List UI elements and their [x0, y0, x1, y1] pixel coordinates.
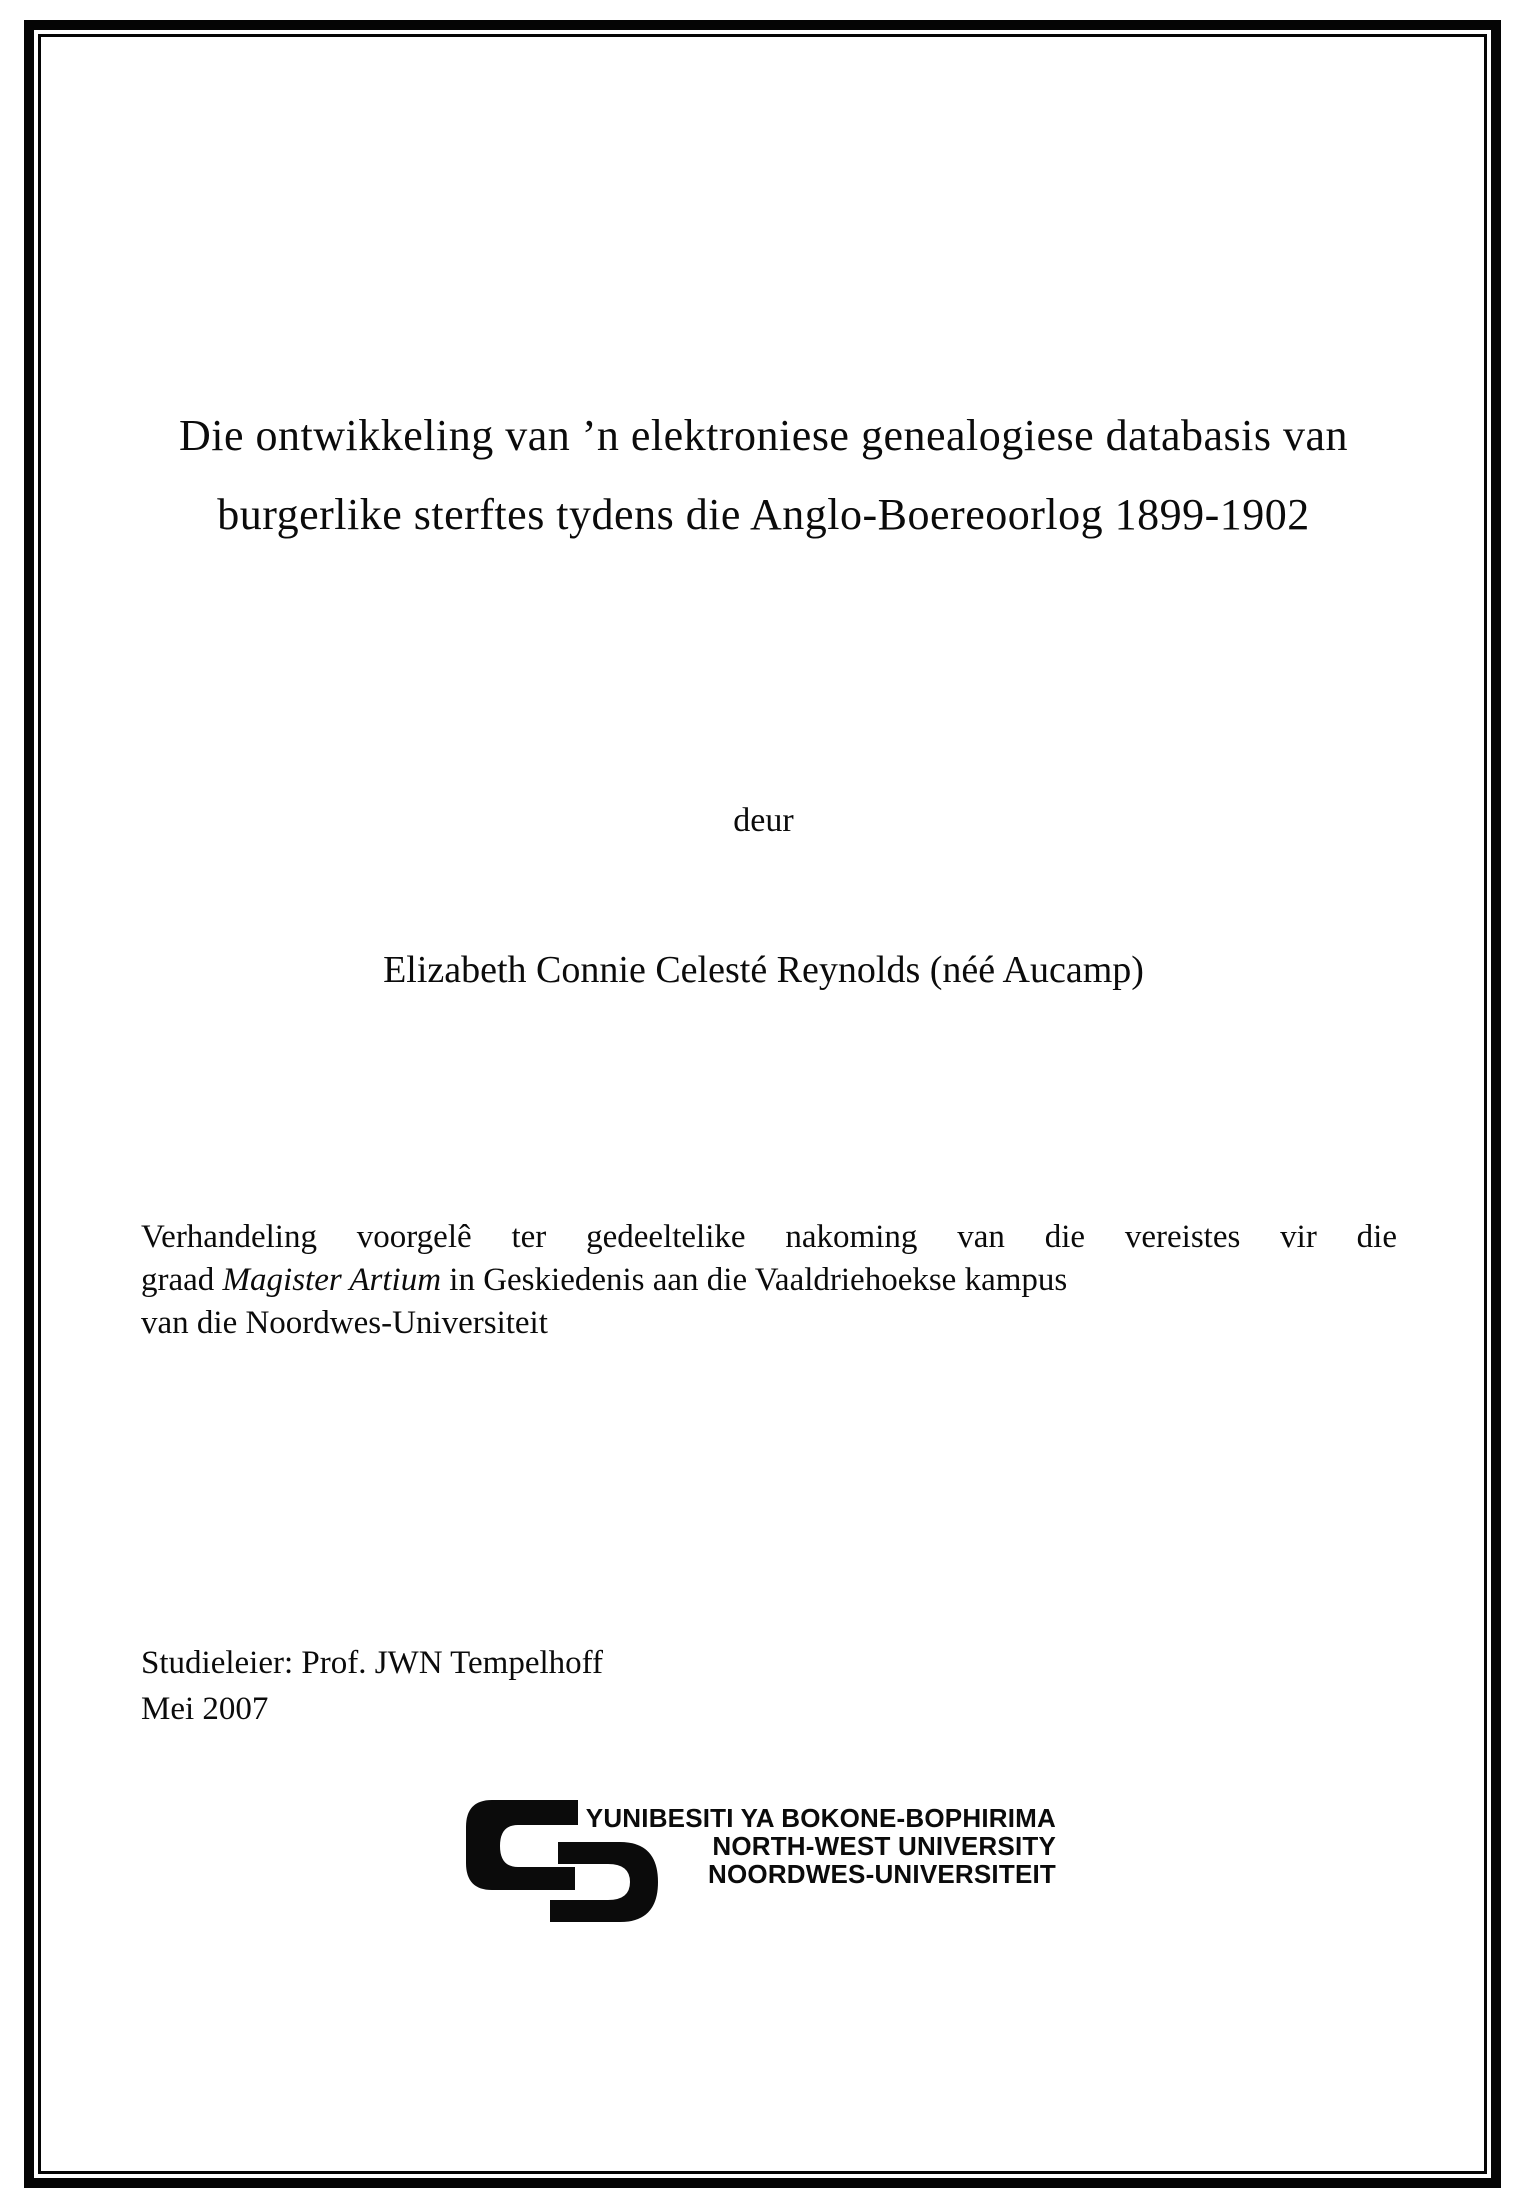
supervisor-block [141, 1640, 603, 1732]
thesis-title-line2: burgerlike sterftes tydens die Anglo-Boereoorlog 1899-1902 [217, 490, 1310, 539]
university-wordmark-line2: NORTH-WEST UNIVERSITY [712, 1831, 1056, 1861]
supervisor-line: Studieleier: Prof. JWN Tempelhoff [141, 1645, 604, 1681]
byline-label: deur [733, 802, 794, 839]
degree-statement-line3: van die Noordwes-Universiteit [141, 1305, 548, 1341]
university-wordmark-line1: YUNIBESITI YA BOKONE-BOPHIRIMA [585, 1803, 1056, 1833]
author-name: Elizabeth Connie Celesté Reynolds (néé Aucamp) [383, 949, 1144, 991]
thesis-title [110, 396, 1417, 554]
degree-statement-line2 [141, 1259, 1397, 1302]
university-wordmark-line3: NOORDWES-UNIVERSITEIT [708, 1859, 1056, 1889]
degree-statement [141, 1216, 1397, 1345]
degree-statement-line1: Verhandeling voorgelê ter gedeeltelike nakoming van die vereistes vir die [141, 1219, 1397, 1255]
degree-name-italic: Magister Artium [222, 1262, 442, 1298]
degree-statement-line2-post: in Geskiedenis aan die Vaaldriehoekse kampus [441, 1262, 1068, 1298]
university-wordmark [480, 1804, 1056, 1888]
date-line: Mei 2007 [141, 1691, 269, 1727]
thesis-title-line1: Die ontwikkeling van ’n elektroniese genealogiese databasis van [178, 411, 1348, 460]
degree-statement-line2-pre: graad [141, 1262, 223, 1298]
university-logo [462, 1797, 1062, 1937]
